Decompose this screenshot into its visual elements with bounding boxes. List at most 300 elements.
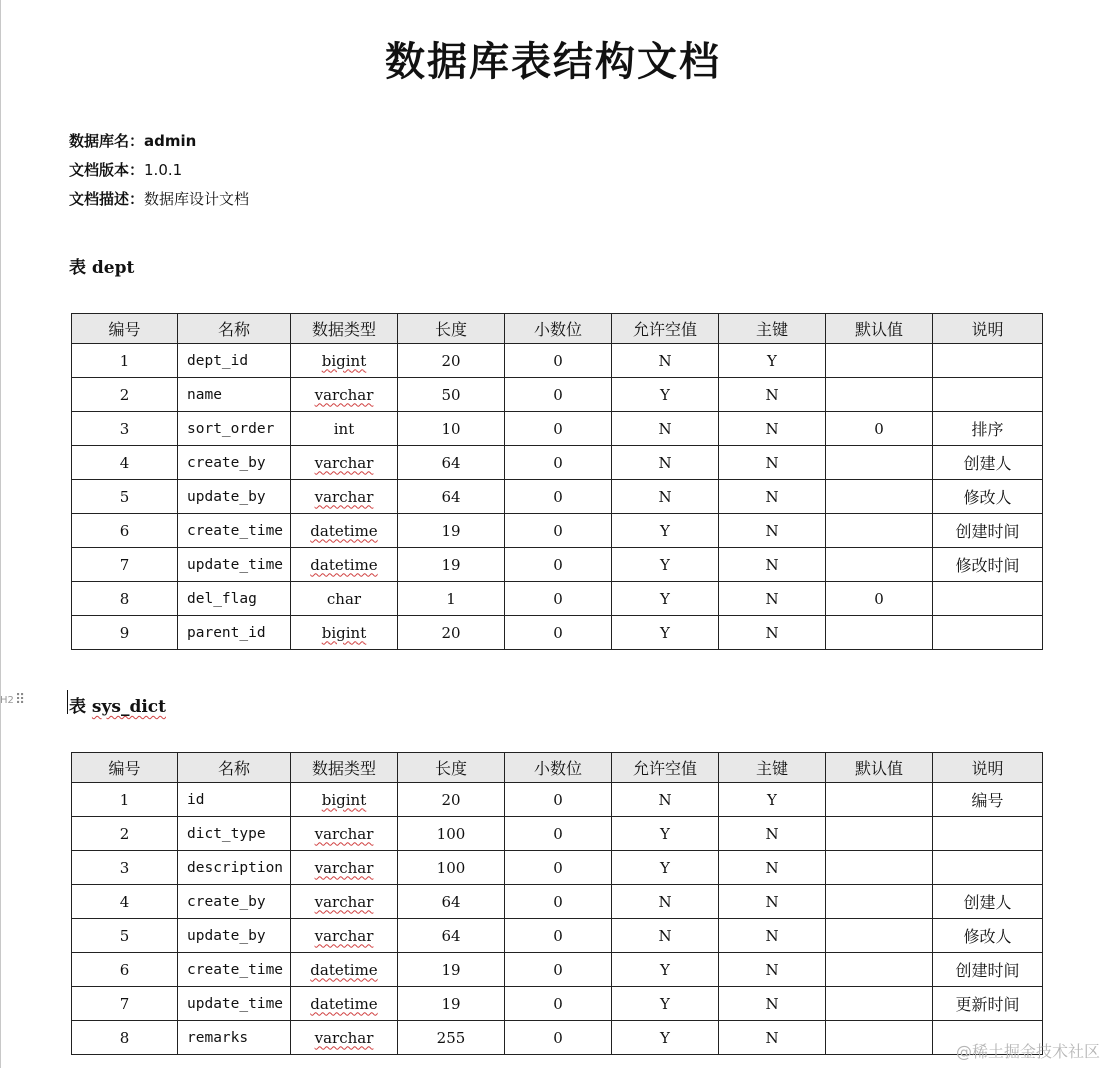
cell-nullable[interactable] (612, 412, 719, 446)
cell-type[interactable] (291, 851, 398, 885)
column-header: 主键 (719, 314, 826, 344)
cell-comment-text: 创建时间 (955, 522, 1020, 541)
cell-primary-key[interactable] (719, 783, 826, 817)
meta-value: 1.0.1 (144, 161, 183, 179)
cell-length[interactable] (398, 378, 505, 412)
cell-nullable[interactable] (612, 344, 719, 378)
cell-primary-key[interactable] (719, 885, 826, 919)
cell-primary-key[interactable] (719, 378, 826, 412)
cell-number-text: 9 (119, 623, 130, 642)
column-header: 长度 (398, 314, 505, 344)
cell-default[interactable] (826, 616, 933, 650)
cell-nullable[interactable] (612, 480, 719, 514)
cell-primary-key[interactable] (719, 616, 826, 650)
cell-nullable[interactable] (612, 548, 719, 582)
cell-length[interactable] (398, 548, 505, 582)
cell-primary-key[interactable] (719, 582, 826, 616)
cell-decimal-text: 0 (553, 892, 563, 911)
cell-default[interactable] (826, 885, 933, 919)
cell-length-text: 50 (441, 385, 461, 404)
table-row (72, 582, 1043, 616)
table-row (72, 817, 1043, 851)
cell-number[interactable] (72, 344, 178, 378)
cell-default[interactable] (826, 953, 933, 987)
cell-decimal[interactable] (505, 851, 612, 885)
cell-comment[interactable] (933, 548, 1043, 582)
cell-default[interactable] (826, 514, 933, 548)
cell-type-text: datetime (310, 521, 378, 540)
cell-decimal[interactable] (505, 480, 612, 514)
cell-number[interactable] (72, 987, 178, 1021)
cell-type[interactable] (291, 783, 398, 817)
cell-nullable[interactable] (612, 783, 719, 817)
cell-nullable-text: Y (660, 589, 670, 608)
cell-number-text: 6 (119, 960, 130, 979)
cell-number[interactable] (72, 582, 178, 616)
cell-decimal[interactable] (505, 514, 612, 548)
cell-primary-key[interactable] (719, 480, 826, 514)
cell-length[interactable] (398, 783, 505, 817)
cell-length-text: 20 (441, 623, 461, 642)
cell-length-text: 19 (441, 960, 461, 979)
meta-value: admin (144, 132, 197, 150)
cell-type[interactable] (291, 480, 398, 514)
cell-number[interactable] (72, 548, 178, 582)
cell-length-text: 20 (441, 790, 461, 809)
cell-comment-text: 修改时间 (955, 556, 1020, 575)
cell-comment[interactable] (933, 412, 1043, 446)
cell-length-text: 100 (436, 824, 466, 843)
table-header-row (72, 753, 1043, 783)
cell-name-text: id (187, 791, 205, 808)
table-row (72, 987, 1043, 1021)
cell-default[interactable] (826, 548, 933, 582)
cell-primary-key-text: N (765, 1028, 779, 1047)
table-dept (71, 313, 1043, 650)
cell-name-text: create_time (187, 961, 284, 978)
cell-comment[interactable] (933, 817, 1043, 851)
cell-primary-key-text: N (765, 589, 779, 608)
meta-label: 文档版本： (69, 161, 145, 179)
cell-comment-text: 排序 (971, 420, 1004, 439)
cell-length[interactable] (398, 480, 505, 514)
cell-decimal[interactable] (505, 953, 612, 987)
cell-number-text: 7 (119, 555, 130, 574)
cell-name[interactable] (178, 412, 291, 446)
cell-type[interactable] (291, 548, 398, 582)
cell-length[interactable] (398, 1021, 505, 1055)
column-header: 编号 (72, 314, 178, 344)
cell-decimal-text: 0 (553, 385, 563, 404)
cell-nullable-text: Y (660, 1028, 670, 1047)
cell-number-text: 5 (119, 487, 130, 506)
cell-name-text: remarks (187, 1029, 249, 1046)
cell-decimal[interactable] (505, 987, 612, 1021)
cell-decimal[interactable] (505, 919, 612, 953)
column-header: 数据类型 (291, 314, 398, 344)
cell-nullable[interactable] (612, 817, 719, 851)
cell-default[interactable] (826, 582, 933, 616)
cell-number[interactable] (72, 919, 178, 953)
meta-description (69, 189, 249, 209)
table-row (72, 548, 1043, 582)
table-header-row (72, 314, 1043, 344)
cell-primary-key-text: N (765, 555, 779, 574)
cell-length[interactable] (398, 582, 505, 616)
cell-length[interactable] (398, 987, 505, 1021)
table-row (72, 616, 1043, 650)
cell-primary-key[interactable] (719, 344, 826, 378)
cell-default[interactable] (826, 817, 933, 851)
column-header: 小数位 (505, 753, 612, 783)
cell-nullable-text: Y (660, 858, 670, 877)
cell-comment[interactable] (933, 953, 1043, 987)
cell-decimal[interactable] (505, 344, 612, 378)
cell-number[interactable] (72, 851, 178, 885)
table-heading-name: sys_dict (91, 697, 166, 717)
cell-comment[interactable] (933, 446, 1043, 480)
cell-number[interactable] (72, 953, 178, 987)
cell-type[interactable] (291, 514, 398, 548)
cell-name-text: dict_type (187, 825, 266, 842)
cell-comment[interactable] (933, 616, 1043, 650)
cell-nullable[interactable] (612, 582, 719, 616)
table-row (72, 480, 1043, 514)
cell-comment[interactable] (933, 851, 1043, 885)
cell-decimal-text: 0 (553, 994, 563, 1013)
table-heading-dept[interactable] (69, 253, 134, 278)
cell-decimal[interactable] (505, 885, 612, 919)
cell-nullable[interactable] (612, 987, 719, 1021)
cell-name[interactable] (178, 480, 291, 514)
cell-type-text: varchar (314, 385, 374, 404)
table-row (72, 412, 1043, 446)
column-header: 默认值 (826, 314, 933, 344)
cell-length-text: 10 (441, 419, 461, 438)
cell-default[interactable] (826, 783, 933, 817)
cell-nullable[interactable] (612, 1021, 719, 1055)
cell-name[interactable] (178, 851, 291, 885)
cell-default[interactable] (826, 987, 933, 1021)
table-heading-prefix: 表 (69, 258, 92, 278)
column-header: 允许空值 (612, 753, 719, 783)
table-sys-dict (71, 752, 1043, 1055)
cell-type[interactable] (291, 446, 398, 480)
cell-comment[interactable] (933, 378, 1043, 412)
cell-primary-key[interactable] (719, 1021, 826, 1055)
cell-type-text: int (333, 419, 355, 438)
cell-name-text: sort_order (187, 420, 275, 437)
table-row (72, 851, 1043, 885)
cell-number-text: 8 (119, 1028, 130, 1047)
cell-primary-key[interactable] (719, 817, 826, 851)
cell-default[interactable] (826, 1021, 933, 1055)
cell-number[interactable] (72, 885, 178, 919)
cell-type-text: varchar (314, 892, 374, 911)
table-row (72, 919, 1043, 953)
cell-name[interactable] (178, 446, 291, 480)
cell-name-text: description (187, 859, 284, 876)
cell-decimal-text: 0 (553, 589, 563, 608)
cell-default[interactable] (826, 851, 933, 885)
cell-primary-key[interactable] (719, 953, 826, 987)
cell-comment[interactable] (933, 582, 1043, 616)
cell-decimal[interactable] (505, 1021, 612, 1055)
cell-comment-text: 创建人 (963, 893, 1012, 912)
cell-length-text: 255 (436, 1028, 466, 1047)
cell-name-text: del_flag (187, 590, 257, 607)
cell-name[interactable] (178, 378, 291, 412)
cell-type[interactable] (291, 412, 398, 446)
cell-type[interactable] (291, 953, 398, 987)
cell-comment[interactable] (933, 885, 1043, 919)
cell-nullable[interactable] (612, 616, 719, 650)
document-title: 数据库表结构文档 (385, 38, 721, 85)
cell-type-text: datetime (310, 960, 378, 979)
cell-decimal-text: 0 (553, 960, 563, 979)
cell-comment[interactable] (933, 480, 1043, 514)
cell-type-text: varchar (314, 858, 374, 877)
cell-name[interactable] (178, 919, 291, 953)
cell-nullable[interactable] (612, 953, 719, 987)
cell-type-text: bigint (321, 790, 367, 809)
cell-nullable[interactable] (612, 919, 719, 953)
cell-name-text: update_by (187, 488, 266, 505)
cell-type-text: datetime (310, 555, 378, 574)
table-heading-prefix: 表 (69, 697, 92, 717)
cell-nullable-text: N (658, 926, 672, 945)
cell-name[interactable] (178, 885, 291, 919)
cell-type-text: datetime (310, 994, 378, 1013)
cell-number[interactable] (72, 817, 178, 851)
cell-decimal[interactable] (505, 378, 612, 412)
cell-type[interactable] (291, 817, 398, 851)
cell-comment-text: 创建时间 (955, 961, 1020, 980)
cell-primary-key[interactable] (719, 851, 826, 885)
cell-length[interactable] (398, 953, 505, 987)
cell-number[interactable] (72, 412, 178, 446)
table-heading-name: dept (91, 258, 135, 278)
cell-decimal-text: 0 (553, 419, 563, 438)
cell-length[interactable] (398, 817, 505, 851)
cell-number[interactable] (72, 446, 178, 480)
cell-name[interactable] (178, 344, 291, 378)
cell-decimal[interactable] (505, 582, 612, 616)
cell-decimal-text: 0 (553, 926, 563, 945)
cell-comment[interactable] (933, 514, 1043, 548)
cell-type-text: bigint (321, 623, 367, 642)
cell-number[interactable] (72, 378, 178, 412)
cell-name-text: update_time (187, 995, 284, 1012)
cell-name[interactable] (178, 514, 291, 548)
cell-name[interactable] (178, 1021, 291, 1055)
cell-name-text: dept_id (187, 352, 249, 369)
cell-type-text: varchar (314, 926, 374, 945)
cell-primary-key[interactable] (719, 548, 826, 582)
cell-type-text: char (326, 589, 362, 608)
cell-primary-key[interactable] (719, 514, 826, 548)
cell-length[interactable] (398, 885, 505, 919)
cell-default[interactable] (826, 344, 933, 378)
cell-nullable-text: N (658, 892, 672, 911)
cell-type-text: varchar (314, 824, 374, 843)
cell-type[interactable] (291, 987, 398, 1021)
cell-length[interactable] (398, 514, 505, 548)
column-header: 默认值 (826, 753, 933, 783)
cell-type[interactable] (291, 378, 398, 412)
cell-number-text: 3 (119, 858, 130, 877)
cell-primary-key[interactable] (719, 987, 826, 1021)
cell-decimal-text: 0 (553, 790, 563, 809)
cell-primary-key-text: N (765, 994, 779, 1013)
cell-default-text: 0 (874, 589, 884, 608)
cell-primary-key[interactable] (719, 446, 826, 480)
cell-primary-key-text: N (765, 453, 779, 472)
cell-number[interactable] (72, 616, 178, 650)
meta-version (69, 160, 182, 180)
cell-type[interactable] (291, 1021, 398, 1055)
cell-number-text: 3 (119, 419, 130, 438)
cell-nullable-text: Y (660, 623, 670, 642)
cell-length[interactable] (398, 446, 505, 480)
table-row (72, 885, 1043, 919)
column-header: 编号 (72, 753, 178, 783)
cell-length[interactable] (398, 344, 505, 378)
cell-decimal[interactable] (505, 412, 612, 446)
cell-default[interactable] (826, 446, 933, 480)
cell-comment[interactable] (933, 919, 1043, 953)
cell-length-text: 64 (441, 453, 461, 472)
cell-comment-text: 创建人 (963, 454, 1012, 473)
cell-nullable[interactable] (612, 514, 719, 548)
cell-comment-text: 修改人 (963, 927, 1012, 946)
table-row (72, 378, 1043, 412)
cell-primary-key-text: N (765, 419, 779, 438)
table-row (72, 1021, 1043, 1055)
cell-default[interactable] (826, 378, 933, 412)
column-header: 小数位 (505, 314, 612, 344)
cell-name[interactable] (178, 548, 291, 582)
cell-name[interactable] (178, 783, 291, 817)
cell-nullable-text: N (658, 419, 672, 438)
cell-length-text: 64 (441, 926, 461, 945)
cell-name[interactable] (178, 582, 291, 616)
cell-comment-text: 编号 (971, 791, 1004, 810)
cell-nullable[interactable] (612, 446, 719, 480)
cell-default[interactable] (826, 480, 933, 514)
cell-nullable-text: N (658, 790, 672, 809)
cell-length-text: 19 (441, 555, 461, 574)
cell-name-text: create_by (187, 893, 266, 910)
meta-label: 数据库名： (69, 132, 145, 150)
watermark: @稀土掘金技术社区 (955, 1042, 1100, 1061)
cell-length[interactable] (398, 616, 505, 650)
table-row (72, 514, 1043, 548)
cell-decimal[interactable] (505, 783, 612, 817)
drag-handle-icon[interactable]: ⠿ (15, 692, 25, 708)
cell-primary-key-text: N (765, 385, 779, 404)
cell-default-text: 0 (874, 419, 884, 438)
cell-number-text: 4 (119, 453, 130, 472)
cell-number-text: 2 (119, 385, 130, 404)
cell-primary-key-text: N (765, 623, 779, 642)
cell-primary-key-text: N (765, 960, 779, 979)
cell-number[interactable] (72, 1021, 178, 1055)
column-header: 数据类型 (291, 753, 398, 783)
cell-nullable-text: Y (660, 960, 670, 979)
table-row (72, 344, 1043, 378)
cell-number-text: 2 (119, 824, 130, 843)
cell-nullable[interactable] (612, 378, 719, 412)
cell-comment[interactable] (933, 783, 1043, 817)
cell-decimal-text: 0 (553, 1028, 563, 1047)
cell-decimal-text: 0 (553, 555, 563, 574)
cell-length-text: 100 (436, 858, 466, 877)
cell-name[interactable] (178, 616, 291, 650)
cell-number-text: 1 (119, 790, 130, 809)
cell-number-text: 6 (119, 521, 130, 540)
cell-type[interactable] (291, 616, 398, 650)
cell-primary-key-text: N (765, 858, 779, 877)
cell-nullable[interactable] (612, 885, 719, 919)
cell-number[interactable] (72, 514, 178, 548)
cell-nullable-text: Y (660, 521, 670, 540)
cell-number[interactable] (72, 480, 178, 514)
column-header: 主键 (719, 753, 826, 783)
cell-nullable-text: Y (660, 385, 670, 404)
cell-length[interactable] (398, 412, 505, 446)
cell-nullable[interactable] (612, 851, 719, 885)
table-heading-sys-dict[interactable] (69, 692, 166, 717)
cell-name[interactable] (178, 817, 291, 851)
cell-name[interactable] (178, 953, 291, 987)
cell-length-text: 20 (441, 351, 461, 370)
cell-type[interactable] (291, 344, 398, 378)
cell-decimal[interactable] (505, 446, 612, 480)
cell-primary-key[interactable] (719, 412, 826, 446)
cell-decimal[interactable] (505, 548, 612, 582)
cell-decimal-text: 0 (553, 487, 563, 506)
cell-primary-key-text: N (765, 521, 779, 540)
cell-length[interactable] (398, 919, 505, 953)
cell-number-text: 5 (119, 926, 130, 945)
cell-decimal[interactable] (505, 817, 612, 851)
column-header: 名称 (178, 314, 291, 344)
column-header: 说明 (933, 753, 1043, 783)
cell-type-text: varchar (314, 1028, 374, 1047)
cell-number-text: 1 (119, 351, 130, 370)
cell-type[interactable] (291, 582, 398, 616)
cell-nullable-text: Y (660, 994, 670, 1013)
cell-number[interactable] (72, 783, 178, 817)
cell-length[interactable] (398, 851, 505, 885)
cell-default[interactable] (826, 412, 933, 446)
table-row (72, 446, 1043, 480)
cell-decimal[interactable] (505, 616, 612, 650)
cell-default[interactable] (826, 919, 933, 953)
cell-length-text: 19 (441, 994, 461, 1013)
cell-comment[interactable] (933, 987, 1043, 1021)
cell-name[interactable] (178, 987, 291, 1021)
cell-type[interactable] (291, 885, 398, 919)
cell-type-text: varchar (314, 487, 374, 506)
cell-decimal-text: 0 (553, 623, 563, 642)
cell-comment[interactable] (933, 344, 1043, 378)
heading-level-marker: H2 (0, 695, 14, 706)
cell-nullable-text: Y (660, 824, 670, 843)
cell-type[interactable] (291, 919, 398, 953)
cell-primary-key[interactable] (719, 919, 826, 953)
